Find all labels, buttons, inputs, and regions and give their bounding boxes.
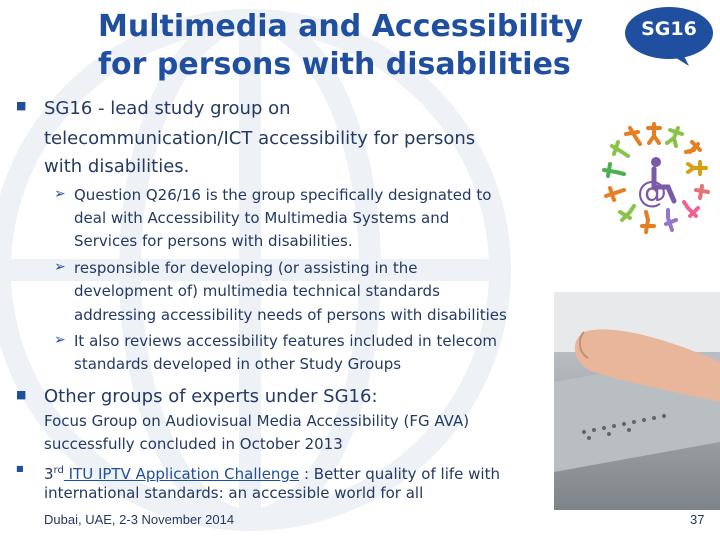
svg-text:@: @ bbox=[637, 175, 667, 210]
sub-1-line-1: Question Q26/16 is the group specifically designated to bbox=[74, 186, 492, 204]
sub-3-line-1: It also reviews accessibility features included in telecom bbox=[74, 332, 498, 350]
slide-title bbox=[98, 8, 618, 84]
braille-display-photo bbox=[554, 292, 720, 510]
title-line-1: Multimedia and Accessibility bbox=[98, 9, 584, 44]
arrow-bullet-icon: ➢ bbox=[54, 332, 66, 348]
arrow-bullet-icon: ➢ bbox=[54, 259, 66, 275]
bullet-3-line-2: international standards: an accessible world for all bbox=[44, 484, 424, 502]
sub-3-line-2: standards developed in other Study Groups bbox=[74, 355, 402, 373]
page-number: 37 bbox=[690, 512, 705, 527]
ordinal-number: 3 bbox=[44, 465, 54, 483]
bullet-square-icon: ■ bbox=[16, 99, 27, 112]
bullet-square-icon: ■ bbox=[16, 464, 24, 473]
accessibility-people-circle-icon bbox=[596, 116, 720, 242]
focus-group-line-2: successfully concluded in October 2013 bbox=[44, 435, 343, 453]
sub-1-line-3: Services for persons with disabilities. bbox=[74, 232, 353, 250]
arrow-bullet-icon: ➢ bbox=[54, 186, 66, 202]
sub-2-line-2: development of) multimedia technical standards bbox=[74, 282, 440, 300]
ordinal-suffix: rd bbox=[53, 465, 64, 476]
focus-group-line-1: Focus Group on Audiovisual Media Accessibility (FG AVA) bbox=[44, 412, 470, 430]
bullet-1-line-1: SG16 - lead study group on bbox=[44, 98, 291, 119]
sg16-badge-label: SG16 bbox=[641, 18, 697, 40]
sub-1-line-2: deal with Accessibility to Multimedia Systems and bbox=[74, 209, 450, 227]
bullet-3-after-link: : Better quality of life with bbox=[299, 465, 500, 483]
bullet-1-line-2: telecommunication/ICT accessibility for persons bbox=[44, 128, 476, 149]
iptv-challenge-link[interactable]: ITU IPTV Application Challenge bbox=[63, 465, 300, 483]
sub-2-line-3: addressing accessibility needs of persons with disabilities bbox=[74, 306, 507, 324]
title-line-2: for persons with disabilities bbox=[98, 47, 571, 82]
footer-location-date: Dubai, UAE, 2-3 November 2014 bbox=[44, 512, 235, 527]
sub-2-line-1: responsible for developing (or assisting in the bbox=[74, 259, 418, 277]
bullet-2-line-1: Other groups of experts under SG16: bbox=[44, 386, 378, 407]
bullet-1-line-3: with disabilities. bbox=[44, 156, 190, 177]
bullet-square-icon: ■ bbox=[16, 388, 27, 401]
